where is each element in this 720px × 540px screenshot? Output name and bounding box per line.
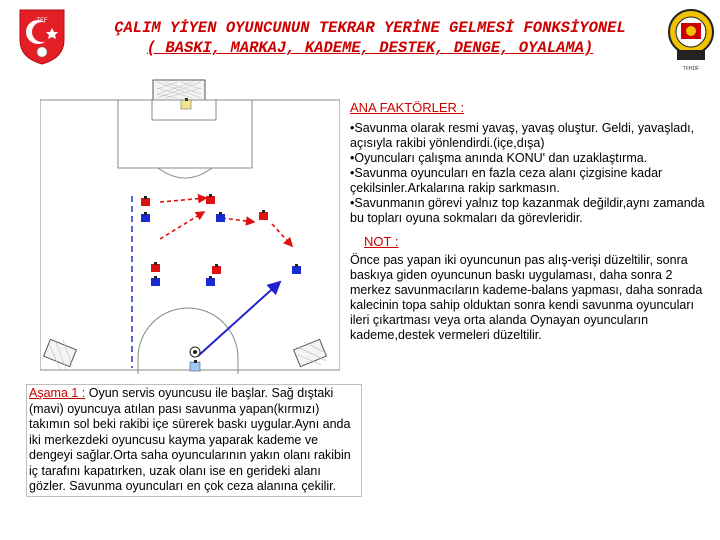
asama-box bbox=[26, 384, 362, 497]
factor-item: •Savunma olarak resmi yavaş, yavaş oluştur. Geldi, yavaşladı, açısıyla rakibi yönlendirdi.(içe,dışa) bbox=[350, 121, 695, 150]
not-heading: NOT : bbox=[364, 234, 399, 249]
title-line-2: ( BASKI, MARKAJ, KADEME, DESTEK, DENGE, OYALAMA) bbox=[146, 39, 594, 57]
factor-item: •Oyuncuları çalışma anında KONU' dan uzaklaştırma. bbox=[350, 151, 648, 165]
pitch-outline bbox=[40, 100, 340, 370]
ana-faktorler-heading: ANA FAKTÖRLER : bbox=[350, 100, 465, 115]
asama-text: Oyun servis oyuncusu ile başlar. Sağ dıştaki (mavi) oyuncuya atılan pası savunma yapan(kırmızı) takımın sol beki rakibi içe sürerek baskı uygular.Aynı anda iki merkezdeki oyuncusu kayma yaparak kademe ve dengeyi sağlar.Orta saha oyuncularının yakın olanı rakibin iç tarafını kapatırken, uzak olanı ise en gerideki alanı gözler. Savunma oyuncuları en çok ceza alanına çekilir. bbox=[29, 386, 351, 493]
asama-label: Aşama 1 : bbox=[29, 386, 86, 400]
goalkeeper bbox=[181, 98, 191, 109]
title-line-1: ÇALIM YİYEN OYUNCUNUN TEKRAR YERİNE GELMESİ FONKSİYONEL bbox=[114, 19, 626, 37]
tactical-field-diagram bbox=[40, 76, 340, 374]
factor-item: •Savunma oyuncuları en fazla ceza alanı çizgisine kadar çekilsinler.Arkalarına rakip sarkmasın. bbox=[350, 166, 663, 195]
info-panel bbox=[350, 100, 712, 343]
factor-item: •Savunmanın görevi yalnız top kazanmak değildir,aynı zamanda bu topları oyuna sokmaları da görevleridir. bbox=[350, 196, 705, 225]
svg-text:TFHDF: TFHDF bbox=[682, 66, 700, 72]
tfhdf-logo bbox=[666, 4, 716, 72]
tff-logo bbox=[14, 6, 70, 66]
not-text: Önce pas yapan iki oyuncunun pas alış-verişi düzeltilir, sonra baskıya giden oyuncunun baskı uygulaması, daha sonra 2 merkez savunmacıların kademe-balans yapması, daha sonrada kalecinin topa sahip olduktan sonra kendi savunma oyuncuları ileri çıkartması veya orta alanda Oynayan oyuncuların kademe,destek vermeleri düzeltilir. bbox=[350, 253, 703, 342]
ball-icon bbox=[190, 347, 200, 357]
page-title bbox=[75, 18, 665, 58]
svg-text:TFF: TFF bbox=[36, 18, 48, 24]
